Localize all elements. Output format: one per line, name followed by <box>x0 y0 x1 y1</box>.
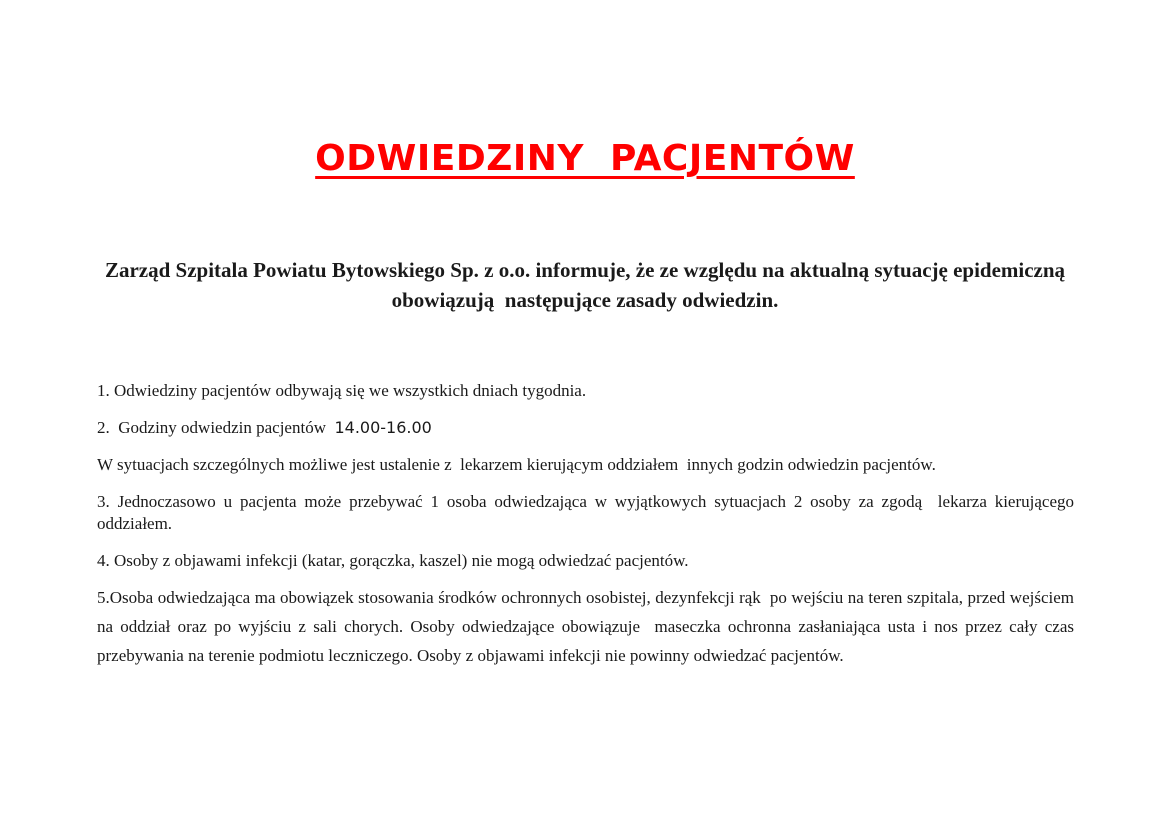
rule-protective-measures: 5.Osoba odwiedzająca ma obowiązek stosowania środków ochronnych osobistej, dezynfekcji rąk po wejściu na teren szpitala, przed wejściem na oddział oraz po wyjściu z sali chorych. Osoby odwiedzające obowiązuje maseczka ochronna zasłaniająca usta i nos przez cały czas przebywania na terenie podmiotu leczniczego. Osoby z objawami infekcji nie powinny odwiedzać pacjentów. <box>97 588 1079 665</box>
rules-list <box>97 380 1079 685</box>
notice-intro: Zarząd Szpitala Powiatu Bytowskiego Sp. z o.o. informuje, że ze względu na aktualną sytuację epidemiczną obowiązują następujące zasady odwiedzin. <box>104 258 1071 312</box>
rule-visitor-limit: 3. Jednoczasowo u pacjenta może przebywać 1 osoba odwiedzająca w wyjątkowych sytuacjach 2 osoby za zgodą lekarza kierującego oddziałem. <box>97 492 1079 533</box>
rule-visiting-days: 1. Odwiedziny pacjentów odbywają się we wszystkich dniach tygodnia. <box>97 381 587 400</box>
rule-infection-symptoms: 4. Osoby z objawami infekcji (katar, gorączka, kaszel) nie mogą odwiedzać pacjentów. <box>97 551 689 570</box>
rule-visiting-hours <box>97 417 1074 439</box>
rule-special-situations: W sytuacjach szczególnych możliwe jest ustalenie z lekarzem kierującym oddziałem innych godzin odwiedzin pacjentów. <box>97 455 936 474</box>
rule-visiting-hours-label: 2. Godziny odwiedzin pacjentów <box>97 418 335 437</box>
visiting-hours-value: 14.00-16.00 <box>334 418 432 437</box>
notice-title: ODWIEDZINY PACJENTÓW <box>315 138 855 179</box>
